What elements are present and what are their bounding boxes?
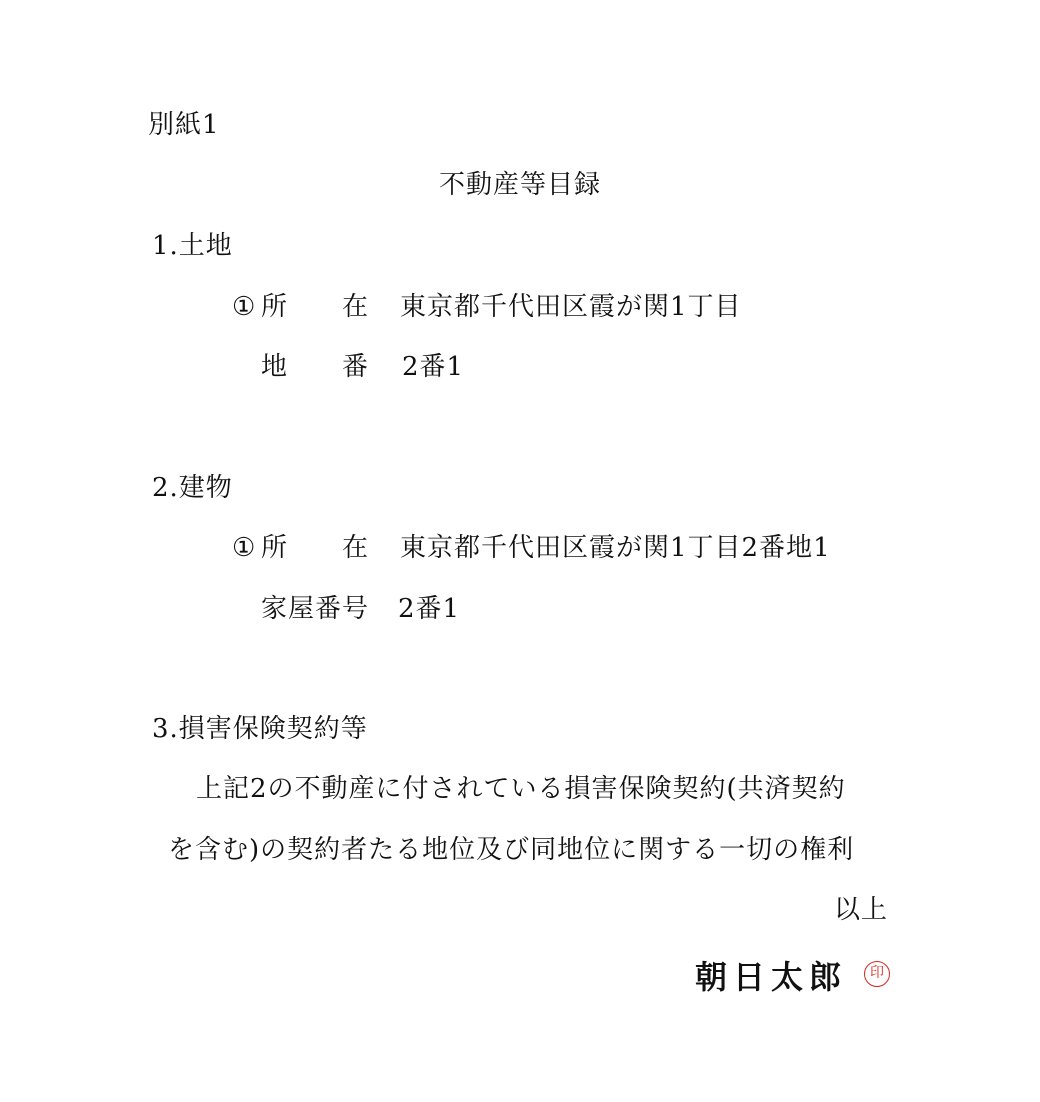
section-3-heading: 3.損害保険契約等 xyxy=(152,714,368,744)
section-1-location-value: 東京都千代田区霞が関1丁目 xyxy=(400,292,742,322)
section-3-body-line-2: を含む)の契約者たる地位及び同地位に関する一切の権利 xyxy=(168,835,855,865)
section-2-house-number-value: 2番1 xyxy=(398,594,461,624)
seal-stamp: 印 xyxy=(864,961,890,987)
annex-label: 別紙1 xyxy=(148,110,220,140)
section-2-location-value: 東京都千代田区霞が関1丁目2番地1 xyxy=(400,533,831,563)
closing-text: 以上 xyxy=(834,895,889,925)
document-title: 不動産等目録 xyxy=(438,170,601,200)
section-2-item-number: ① xyxy=(232,533,257,563)
section-1-location-label: 所 在 xyxy=(261,292,370,322)
signature: 朝日太郎 xyxy=(695,958,848,996)
section-1-lot-label: 地 番 xyxy=(261,352,370,382)
section-2-location-label: 所 在 xyxy=(261,533,370,563)
section-2-house-number-label: 家屋番号 xyxy=(261,594,370,624)
section-1-heading: 1.土地 xyxy=(152,231,233,261)
section-3-body-line-1: 上記2の不動産に付されている損害保険契約(共済契約 xyxy=(196,774,846,804)
section-1-lot-value: 2番1 xyxy=(402,352,465,382)
section-1-item-number: ① xyxy=(232,292,257,322)
section-2-heading: 2.建物 xyxy=(152,473,233,503)
